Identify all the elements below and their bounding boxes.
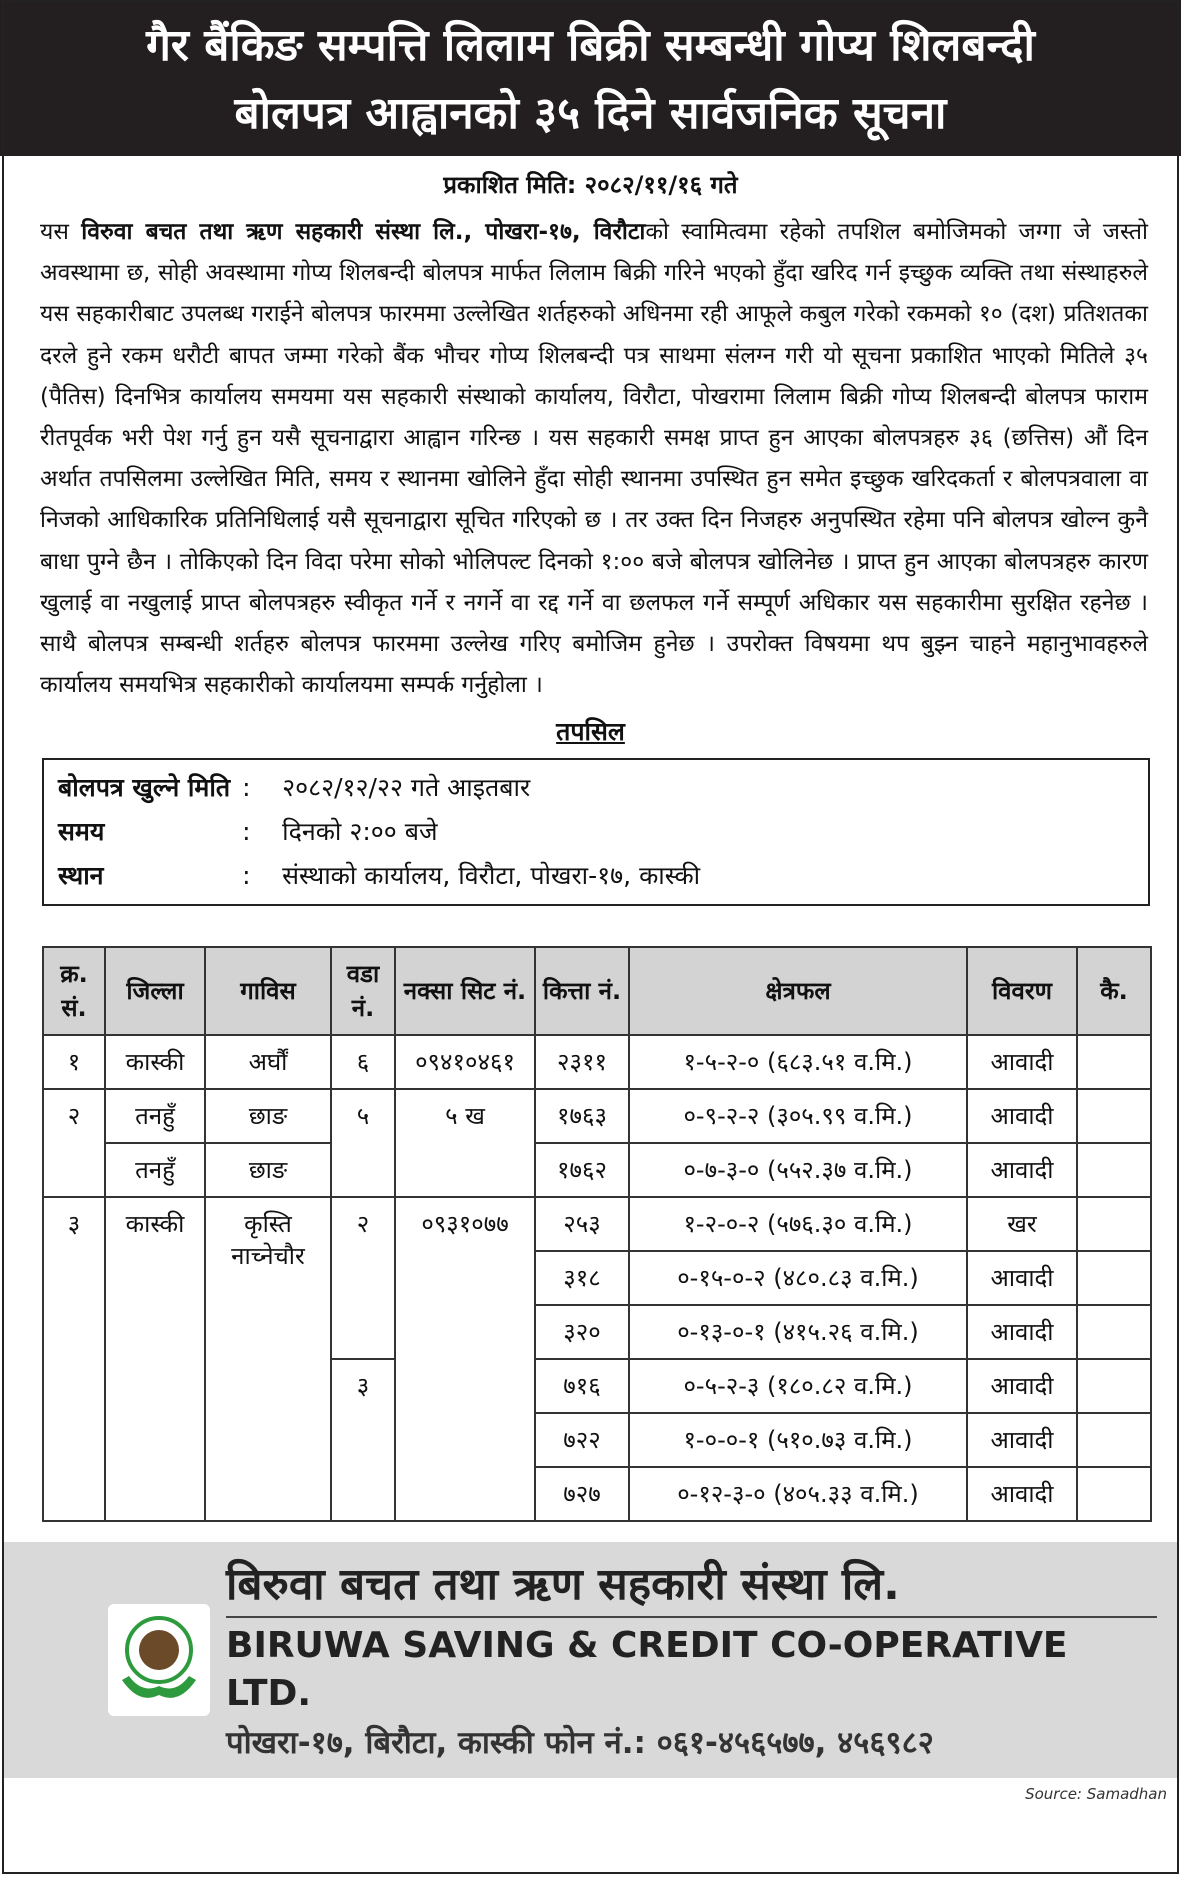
cell-map: ०९३१०७७ <box>395 1197 535 1521</box>
cell-district: तनहुँ <box>105 1143 205 1197</box>
footer-text <box>226 1556 1157 1764</box>
info-sep: : <box>242 773 251 803</box>
cell-desc: आवादी <box>967 1143 1077 1197</box>
cell-remarks <box>1077 1197 1151 1251</box>
col-header-vdc: गाविस <box>205 947 331 1035</box>
info-sep: : <box>242 861 251 891</box>
cell-kitta: २३११ <box>535 1035 629 1089</box>
org-name-english: BIRUWA SAVING & CREDIT CO-OPERATIVE LTD. <box>226 1625 1068 1715</box>
cell-sn: ३ <box>43 1197 105 1521</box>
cell-map: ५ ख <box>395 1089 535 1197</box>
cell-remarks <box>1077 1359 1151 1413</box>
col-header-description: विवरण <box>967 947 1077 1035</box>
cell-remarks <box>1077 1467 1151 1521</box>
property-table-wrap <box>42 946 1150 1522</box>
published-date: प्रकाशित मिति: २०८२/११/१६ गते <box>443 171 738 199</box>
cell-desc: आवादी <box>967 1251 1077 1305</box>
col-header-sn: क्र. सं. <box>43 947 105 1035</box>
property-table <box>42 946 1152 1522</box>
cell-remarks <box>1077 1143 1151 1197</box>
cell-desc: आवादी <box>967 1089 1077 1143</box>
col-header-map-sheet: नक्सा सिट नं. <box>395 947 535 1035</box>
title-line-1: गैर बैंकिङ सम्पत्ति लिलाम बिक्री सम्बन्धी गोप्य शिलबन्दी <box>146 20 1035 71</box>
cell-desc: खर <box>967 1197 1077 1251</box>
cell-remarks <box>1077 1413 1151 1467</box>
bid-opening-info <box>42 758 1150 906</box>
cell-kitta: ७१६ <box>535 1359 629 1413</box>
col-header-area: क्षेत्रफल <box>629 947 967 1035</box>
col-header-remarks: कै. <box>1077 947 1151 1035</box>
info-label: बोलपत्र खुल्ने मिति <box>58 773 231 803</box>
col-header-kitta: कित्ता नं. <box>535 947 629 1035</box>
cell-kitta: ३२० <box>535 1305 629 1359</box>
info-value: दिनको २:०० बजे <box>282 817 438 847</box>
table-row <box>43 1197 1151 1251</box>
cell-kitta: १७६२ <box>535 1143 629 1197</box>
cell-area: ०-९-२-२ (३०५.९९ व.मि.) <box>629 1089 967 1143</box>
cell-area: १-०-०-१ (५१०.७३ व.मि.) <box>629 1413 967 1467</box>
info-sep: : <box>242 817 251 847</box>
title-line-2: बोलपत्र आह्वानको ३५ दिने सार्वजनिक सूचना <box>234 88 947 139</box>
body-pre: यस <box>40 219 82 245</box>
col-header-ward: वडा नं. <box>331 947 395 1035</box>
cell-vdc: छाङ <box>205 1143 331 1197</box>
cell-district: कास्की <box>105 1197 205 1521</box>
table-row <box>43 1035 1151 1089</box>
cell-vdc: कृस्ति नाच्नेचौर <box>205 1197 331 1521</box>
cell-map: ०९४१०४६१ <box>395 1035 535 1089</box>
source-credit: Source: Samadhan <box>1025 1785 1167 1804</box>
cell-district: तनहुँ <box>105 1089 205 1143</box>
cell-ward: ६ <box>331 1035 395 1089</box>
info-label: स्थान <box>58 861 104 891</box>
col-header-district: जिल्ला <box>105 947 205 1035</box>
cell-desc: आवादी <box>967 1359 1077 1413</box>
cell-remarks <box>1077 1305 1151 1359</box>
cell-vdc: छाङ <box>205 1089 331 1143</box>
cell-kitta: ७२२ <box>535 1413 629 1467</box>
info-value: संस्थाको कार्यालय, विरौटा, पोखरा-१७, कास्की <box>282 861 701 891</box>
cell-kitta: ७२७ <box>535 1467 629 1521</box>
cell-area: ०-१५-०-२ (४८०.८३ व.मि.) <box>629 1251 967 1305</box>
cell-kitta: १७६३ <box>535 1089 629 1143</box>
cell-area: १-५-२-० (६८३.५१ व.मि.) <box>629 1035 967 1089</box>
divider <box>226 1616 1157 1618</box>
schedule-heading: तपसिल <box>556 717 625 747</box>
notice-title <box>0 0 1181 156</box>
cell-desc: आवादी <box>967 1305 1077 1359</box>
cell-ward: ३ <box>331 1359 395 1521</box>
info-label: समय <box>58 817 105 847</box>
organization-footer <box>4 1542 1177 1778</box>
organization-name: विरुवा बचत तथा ऋण सहकारी संस्था लि., पोखरा-१७, विरौटा <box>81 219 646 245</box>
cell-desc: आवादी <box>967 1413 1077 1467</box>
cell-remarks <box>1077 1035 1151 1089</box>
cell-remarks <box>1077 1089 1151 1143</box>
table-row <box>43 1143 1151 1197</box>
cell-remarks <box>1077 1251 1151 1305</box>
notice-body <box>40 212 1148 706</box>
cell-area: ०-१२-३-० (४०५.३३ व.मि.) <box>629 1467 967 1521</box>
cooperative-logo-icon <box>108 1604 210 1716</box>
cell-area: ०-१३-०-१ (४१५.२६ व.मि.) <box>629 1305 967 1359</box>
cell-sn: २ <box>43 1089 105 1197</box>
cell-desc: आवादी <box>967 1035 1077 1089</box>
cell-sn: १ <box>43 1035 105 1089</box>
cell-area: ०-५-२-३ (१८०.८२ व.मि.) <box>629 1359 967 1413</box>
cell-kitta: २५३ <box>535 1197 629 1251</box>
cell-district: कास्की <box>105 1035 205 1089</box>
cell-area: १-२-०-२ (५७६.३० व.मि.) <box>629 1197 967 1251</box>
table-row <box>43 1089 1151 1143</box>
cell-vdc: अर्घौं <box>205 1035 331 1089</box>
body-text: को स्वामित्वमा रहेको तपशिल बमोजिमको जग्गा जे जस्तो अवस्थामा छ, सोही अवस्थामा गोप्य शिलबन्दी बोलपत्र मार्फत लिलाम बिक्री गरिने भएको हुँदा खरिद गर्न इच्छुक व्यक्ति तथा संस्थाहरुले यस सहकारीबाट उपलब्ध गराईने बोलपत्र फारममा उल्लेखित शर्तहरुको अधिनमा रही आफूले कबुल गरेको रकमको १० (दश) प्रतिशतका दरले हुने रकम धरौटी बापत जम्मा गरेको बैंक भौचर गोप्य शिलबन्दी पत्र साथमा संलग्न गरी यो सूचना प्रकाशित भाएको मितिले ३५ (पैतिस) दिनभित्र कार्यालय समयमा यस सहकारी संस्थाको कार्यालय, विरौटा, पोखरामा लिलाम बिक्री गोप्य शिलबन्दी बोलपत्र फाराम रीतपूर्वक भरी पेश गर्नु हुन यसै सूचनाद्वारा आह्वान गरिन्छ । यस सहकारी समक्ष प्राप्त हुन आएका बोलपत्रहरु ३६ (छत्तिस) औं दिन अर्थात तपसिलमा उल्लेखित मिति, समय र स्थानमा खोलिने हुँदा सोही स्थानमा उपस्थित हुन समेत इच्छुक खरिदकर्ता र बोलपत्रवाला वा निजको आधिकारिक प्रतिनिधिलाई यसै सूचनाद्वारा सूचित गरिएको छ । तर उक्त दिन निजहरु अनुपस्थित रहेमा पनि बोलपत्र खोल्न कुनै बाधा पुग्ने छैन । तोकिएको दिन विदा परेमा सोको भोलिपल्ट दिनको १:०० बजे बोलपत्र खोलिनेछ । प्राप्त हुन आएका बोलपत्रहरु कारण खुलाई वा नखुलाई प्राप्त बोलपत्रहरु स्वीकृत गर्ने र नगर्ने वा रद्द गर्ने वा छलफल गर्ने सम्पूर्ण अधिकार यस सहकारीमा सुरक्षित रहनेछ । साथै बोलपत्र सम्बन्धी शर्तहरु बोलपत्र फारममा उल्लेख गरिए बमोजिम हुनेछ । उपरोक्त विषयमा थप बुझ्न चाहने महानुभावहरुले कार्यालय समयभित्र सहकारीको कार्यालयमा सम्पर्क गर्नुहोला । <box>40 219 1148 699</box>
cell-kitta: ३१८ <box>535 1251 629 1305</box>
cell-ward: ५ <box>331 1089 395 1197</box>
cell-desc: आवादी <box>967 1467 1077 1521</box>
cell-ward: २ <box>331 1197 395 1359</box>
org-name-nepali: बिरुवा बचत तथा ऋण सहकारी संस्था लि. <box>226 1559 900 1611</box>
org-address-phone: पोखरा-१७, बिरौटा, कास्की फोन नं.: ०६१-४५६५७७, ४५६९८२ <box>226 1725 934 1762</box>
info-value: २०८२/१२/२२ गते आइतबार <box>282 773 531 803</box>
table-header-row <box>43 947 1151 1035</box>
cell-area: ०-७-३-० (५५२.३७ व.मि.) <box>629 1143 967 1197</box>
